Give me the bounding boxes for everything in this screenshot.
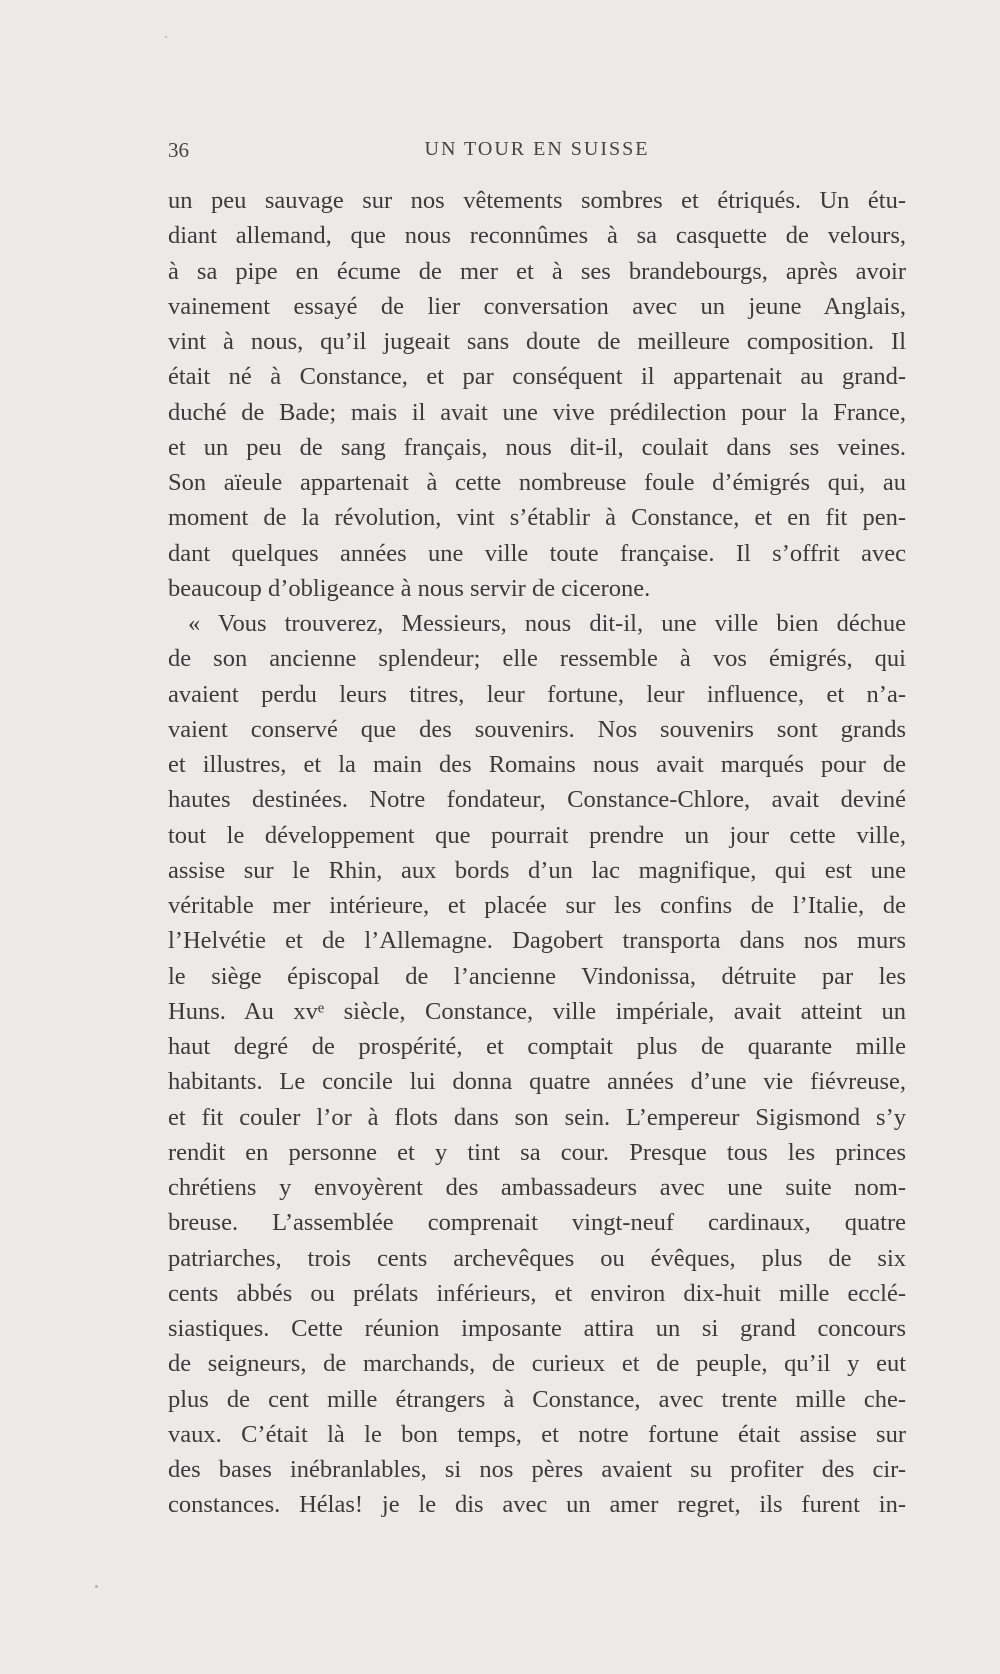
text-line: habitants. Le concile lui donna quatre années d’une vie fiévreuse,: [168, 1068, 906, 1096]
text-line: l’Helvétie et de l’Allemagne. Dagobert transporta dans nos murs: [168, 927, 906, 955]
text-line: un peu sauvage sur nos vêtements sombres et étriqués. Un étu-: [168, 187, 906, 214]
text-line: siastiques. Cette réunion imposante attira un si grand concours: [168, 1315, 906, 1342]
running-title: UN TOUR EN SUISSE: [424, 138, 650, 160]
text-line: vint à nous, qu’il jugeait sans doute de meilleure composition. Il: [168, 328, 906, 355]
body-text: [168, 183, 906, 1523]
page-header: [168, 138, 906, 170]
text-line: vaux. C’était là le bon temps, et notre fortune était assise sur: [168, 1420, 906, 1448]
text-line: était né à Constance, et par conséquent il appartenait au grand-: [168, 363, 906, 391]
text-line: et illustres, et la main des Romains nous avait marqués pour de: [168, 751, 906, 778]
text-line: cents abbés ou prélats inférieurs, et environ dix-huit mille ecclé-: [168, 1279, 906, 1307]
text-line: véritable mer intérieure, et placée sur les confins de l’Italie, de: [168, 892, 906, 919]
text-line: constances. Hélas! je le dis avec un amer regret, ils furent in-: [168, 1491, 906, 1519]
text-line: de son ancienne splendeur; elle ressemble à vos émigrés, qui: [168, 645, 906, 673]
text-line: breuse. L’assemblée comprenait vingt-neuf cardinaux, quatre: [168, 1209, 906, 1237]
text-line: Son aïeule appartenait à cette nombreuse foule d’émigrés qui, au: [168, 469, 906, 496]
text-line: chrétiens y envoyèrent des ambassadeurs avec une suite nom-: [168, 1174, 906, 1201]
text-line: des bases inébranlables, si nos pères avaient su profiter des cir-: [168, 1456, 906, 1483]
text-line: le siège épiscopal de l’ancienne Vindonissa, détruite par les: [168, 962, 906, 990]
text-line: patriarches, trois cents archevêques ou évêques, plus de six: [168, 1244, 906, 1272]
text-line: vaient conservé que des souvenirs. Nos souvenirs sont grands: [168, 715, 906, 743]
text-line: et fit couler l’or à flots dans son sein. L’empereur Sigismond s’y: [168, 1103, 906, 1131]
paper-speck: [95, 1585, 98, 1588]
text-line: tout le développement que pourrait prendre un jour cette ville,: [168, 821, 906, 849]
text-line: vainement essayé de lier conversation avec un jeune Anglais,: [168, 292, 906, 320]
text-line: duché de Bade; mais il avait une vive prédilection pour la France,: [168, 398, 906, 426]
text-line: à sa pipe en écume de mer et à ses brandebourgs, après avoir: [168, 257, 906, 285]
text-line: rendit en personne et y tint sa cour. Presque tous les princes: [168, 1138, 906, 1166]
text-line: haut degré de prospérité, et comptait plus de quarante mille: [168, 1033, 906, 1060]
paragraph-first-line: « Vous trouverez, Messieurs, nous dit-il, une ville bien déchue: [188, 610, 906, 637]
text-line: hautes destinées. Notre fondateur, Constance-Chlore, avait deviné: [168, 786, 906, 814]
text-line: et un peu de sang français, nous dit-il, coulait dans ses veines.: [168, 433, 906, 461]
text-line: assise sur le Rhin, aux bords d’un lac magnifique, qui est une: [168, 856, 906, 884]
text-line: diant allemand, que nous reconnûmes à sa casquette de velours,: [168, 222, 906, 250]
text-line: Huns. Au xvᵉ siècle, Constance, ville impériale, avait atteint un: [168, 997, 906, 1025]
text-line: plus de cent mille étrangers à Constance, avec trente mille che-: [168, 1385, 906, 1413]
text-line: dant quelques années une ville toute française. Il s’offrit avec: [168, 539, 906, 567]
text-line: avaient perdu leurs titres, leur fortune, leur influence, et n’a-: [168, 680, 906, 708]
text-line: moment de la révolution, vint s’établir à Constance, et en fit pen-: [168, 504, 906, 532]
paragraph-last-line: beaucoup d’obligeance à nous servir de cicerone.: [168, 574, 651, 602]
paper-speck: [165, 36, 167, 38]
page-number: 36: [168, 138, 189, 162]
text-line: de seigneurs, de marchands, de curieux et de peuple, qu’il y eut: [168, 1350, 906, 1378]
